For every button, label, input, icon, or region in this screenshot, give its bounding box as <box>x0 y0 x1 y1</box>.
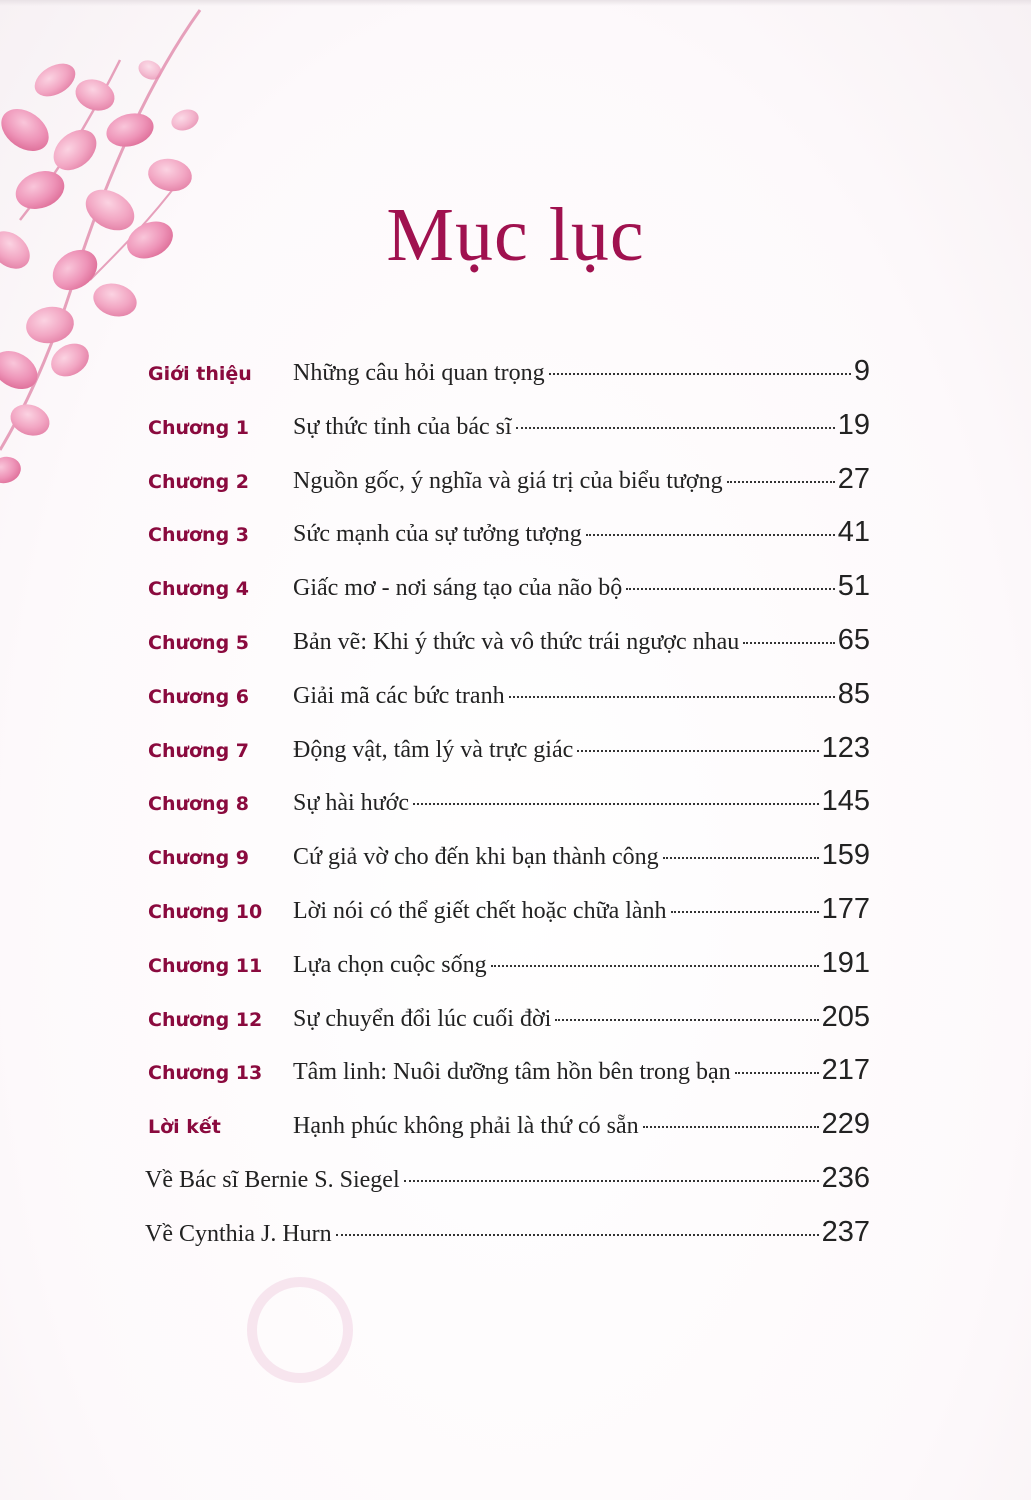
toc-page-number: 19 <box>837 408 870 441</box>
page-title: Mục lục <box>386 193 645 277</box>
toc-chapter-label: Chương 13 <box>148 1062 263 1085</box>
toc-entry <box>293 1054 870 1087</box>
toc-page-number: 236 <box>821 1162 870 1194</box>
toc-dot-leader <box>671 911 819 913</box>
toc-dot-leader <box>413 803 819 805</box>
toc-entry <box>293 1108 870 1141</box>
toc-entry-title: Lời nói có thể giết chết hoặc chữa lành <box>293 898 667 924</box>
toc-dot-leader <box>336 1234 819 1236</box>
toc-chapter-label: Giới thiệu <box>148 363 252 385</box>
toc-dot-leader <box>577 750 818 752</box>
toc-entry <box>145 1162 870 1195</box>
toc-row <box>0 345 1031 399</box>
toc-page-number: 159 <box>821 839 870 872</box>
toc-entry <box>293 893 870 926</box>
toc-entry-title: Sự hài hước <box>293 790 410 817</box>
toc-entry <box>293 570 870 603</box>
toc-entry <box>293 516 870 549</box>
toc-page-number: 229 <box>821 1108 870 1141</box>
toc-chapter-label: Chương 11 <box>148 954 263 977</box>
toc-dot-leader <box>735 1072 819 1074</box>
toc-entry <box>293 785 870 818</box>
toc-entry-title: Tâm linh: Nuôi dưỡng tâm hồn bên trong bạn <box>293 1059 731 1086</box>
toc-dot-leader <box>743 642 834 644</box>
faint-stamp-icon <box>240 1270 370 1390</box>
toc-entry <box>293 409 870 442</box>
toc-entry <box>293 839 870 872</box>
toc-entry-title: Sự thức tỉnh của bác sĩ <box>293 413 512 440</box>
toc-entry-title: Động vật, tâm lý và trực giác <box>293 736 574 763</box>
toc-entry-title: Giấc mơ - nơi sáng tạo của não bộ <box>293 575 623 602</box>
toc-entry <box>293 1001 870 1034</box>
toc-row <box>0 614 1031 668</box>
toc-entry-title: Hạnh phúc không phải là thứ có sẵn <box>293 1113 639 1140</box>
toc-chapter-label: Chương 6 <box>148 685 250 708</box>
toc-entry-title: Sự chuyển đổi lúc cuối đời <box>293 1005 552 1032</box>
toc-dot-leader <box>491 965 819 967</box>
toc-chapter-label: Chương 3 <box>148 524 250 547</box>
toc-page-number: 41 <box>837 516 870 549</box>
toc-row <box>0 506 1031 560</box>
toc-dot-leader <box>555 1019 818 1021</box>
toc-entry-title: Sức mạnh của sự tưởng tượng <box>293 521 582 548</box>
toc-entry <box>293 678 870 711</box>
toc-entry-title: Về Bác sĩ Bernie S. Siegel <box>145 1167 400 1193</box>
toc-entry-title: Những câu hỏi quan trọng <box>293 360 545 386</box>
toc-page-number: 27 <box>837 462 870 495</box>
toc-dot-leader <box>586 534 835 536</box>
toc-entry-title: Bản vẽ: Khi ý thức và vô thức trái ngược nhau <box>293 629 740 655</box>
toc-entry <box>293 355 870 388</box>
toc-chapter-label: Lời kết <box>148 1116 221 1139</box>
toc-row <box>0 937 1031 991</box>
toc-page-number: 123 <box>821 731 870 764</box>
toc-page-number: 205 <box>821 1000 870 1033</box>
toc-row <box>0 668 1031 722</box>
toc-row <box>0 399 1031 453</box>
toc-entry <box>293 624 870 657</box>
toc-dot-leader <box>626 588 834 590</box>
toc-page-number: 191 <box>821 946 870 979</box>
toc-page-number: 85 <box>837 677 870 710</box>
toc-entry-title: Về Cynthia J. Hurn <box>145 1220 332 1247</box>
toc-entry <box>145 1216 870 1249</box>
toc-entry <box>293 947 870 980</box>
toc-row <box>0 1206 1031 1260</box>
toc-page-number: 145 <box>821 785 870 818</box>
toc-dot-leader <box>516 427 835 429</box>
toc-row <box>0 775 1031 829</box>
toc-entry-title: Nguồn gốc, ý nghĩa và giá trị của biểu tượng <box>293 467 723 494</box>
toc-chapter-label: Chương 5 <box>148 632 250 654</box>
toc-page-number: 177 <box>821 893 870 925</box>
toc-chapter-label: Chương 7 <box>148 739 250 762</box>
toc-chapter-label: Chương 4 <box>148 578 250 601</box>
toc-dot-leader <box>404 1180 819 1182</box>
toc-dot-leader <box>727 481 835 483</box>
toc-dot-leader <box>643 1126 819 1128</box>
toc-row <box>0 829 1031 883</box>
toc-row <box>0 991 1031 1045</box>
toc-page-number: 237 <box>821 1215 870 1248</box>
toc-row <box>0 883 1031 937</box>
toc-row <box>0 1152 1031 1206</box>
toc-dot-leader <box>549 373 851 375</box>
toc-entry-title: Giải mã các bức tranh <box>293 682 505 709</box>
toc-chapter-label: Chương 9 <box>148 847 250 870</box>
toc-entry-title: Lựa chọn cuộc sống <box>293 951 487 978</box>
toc-page-number: 51 <box>837 570 870 603</box>
toc-row <box>0 560 1031 614</box>
toc-page-number: 217 <box>821 1054 870 1087</box>
toc-dot-leader <box>509 696 835 698</box>
toc-chapter-label: Chương 12 <box>148 1008 263 1031</box>
toc-page-number: 65 <box>837 624 870 656</box>
toc-entry <box>293 463 870 496</box>
toc-row <box>0 1098 1031 1152</box>
toc-row <box>0 1044 1031 1098</box>
toc-row <box>0 453 1031 507</box>
toc-dot-leader <box>663 857 819 859</box>
toc-row <box>0 722 1031 776</box>
toc-entry-title: Cứ giả vờ cho đến khi bạn thành công <box>293 844 659 871</box>
toc-chapter-label: Chương 1 <box>148 416 250 439</box>
toc-page-number: 9 <box>853 355 870 387</box>
toc-chapter-label: Chương 2 <box>148 470 250 493</box>
toc-chapter-label: Chương 8 <box>148 793 250 816</box>
toc-entry <box>293 732 870 765</box>
toc-chapter-label: Chương 10 <box>148 901 263 923</box>
